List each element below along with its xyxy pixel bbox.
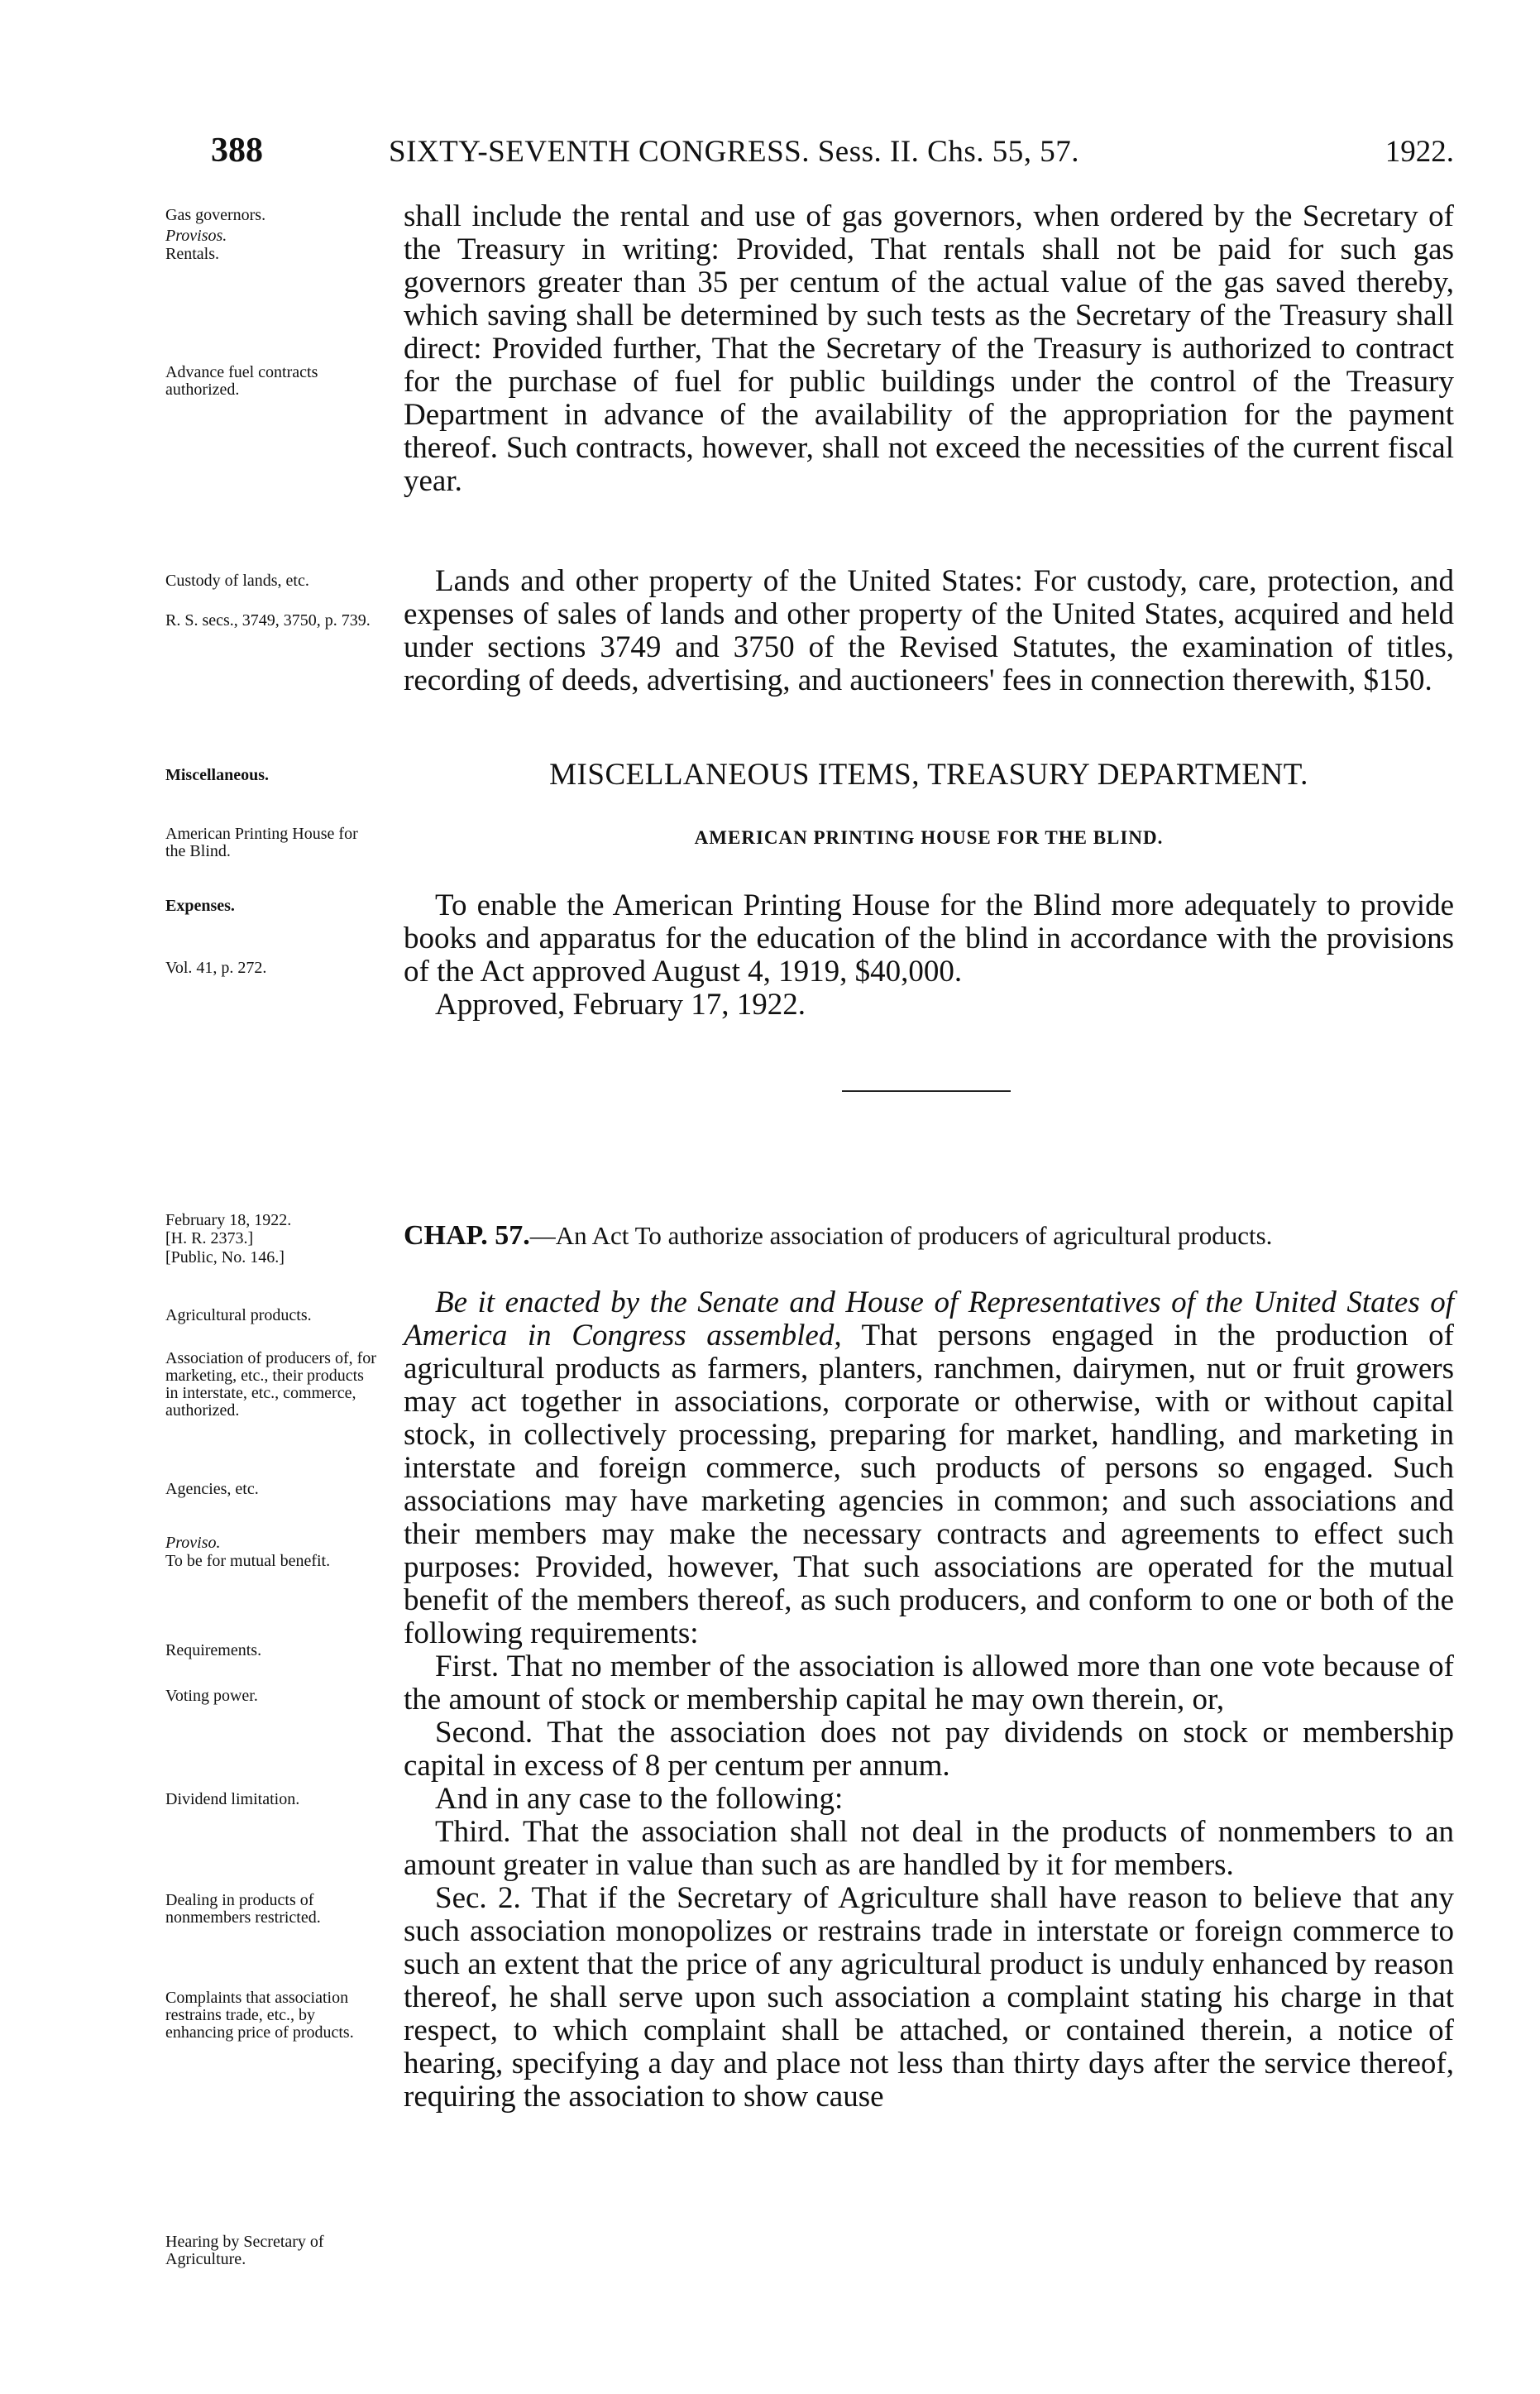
margin-note: Association of producers of, for marketing, etc., their products in interstate, etc., commerce, authorized.	[165, 1349, 376, 1420]
page-number: 388	[211, 132, 263, 170]
margin-note: Proviso.	[165, 1534, 221, 1552]
margin-note: Expenses.	[165, 897, 235, 915]
subsection-heading: AMERICAN PRINTING HOUSE FOR THE BLIND.	[694, 827, 1164, 848]
margin-note: Agencies, etc.	[165, 1480, 259, 1498]
margin-note: [H. R. 2373.]	[165, 1229, 254, 1247]
chapter-heading	[404, 1220, 1454, 1252]
paragraph-gas-governors: shall include the rental and use of gas governors, when ordered by the Secretary of the Treasury in writing: Provided, That rentals shall not be paid for such gas governors greater than 35 per centum of the actual value of the gas saved thereby, which saving shall be determined by such tests as the Secretary of the Treasury shall direct: Provided further, That the Secretary of the Treasury is authorized to contract for the purchase of fuel for public buildings under the control of the Treasury Department in advance of the availability of the appropriation for the payment thereof. Such contracts, however, shall not exceed the necessities of the current fiscal year.	[404, 199, 1454, 498]
margin-note: Gas governors.	[165, 206, 266, 224]
paragraph-section-2: Sec. 2. That if the Secretary of Agriculture shall have reason to believe that any such association monopolizes or restrains trade in interstate or foreign commerce to such an extent that the price of any agricultural product is unduly enhanced by reason thereof, he shall serve upon such association a complaint stating his charge in that respect, to which complaint shall be attached, or contained therein, a notice of hearing, specifying a day and place not less than thirty days after the service thereof, requiring the association to show cause	[404, 1881, 1454, 2114]
margin-note: Dealing in products of nonmembers restricted.	[165, 1891, 321, 1927]
chapter-title: —An Act To authorize association of producers of agricultural products.	[529, 1221, 1273, 1250]
paragraph-printing-house: To enable the American Printing House for the Blind more adequately to provide books and apparatus for the education of the blind in accordance with the provisions of the Act approved August 4, 1919, $40,000.	[404, 888, 1454, 989]
margin-note: Provisos.	[165, 227, 227, 245]
margin-note: Custody of lands, etc.	[165, 572, 309, 590]
requirement-intro: And in any case to the following:	[435, 1782, 844, 1816]
margin-note: February 18, 1922.	[165, 1211, 292, 1229]
margin-note: [Public, No. 146.]	[165, 1248, 285, 1266]
act-body	[404, 1286, 1454, 2114]
margin-note: To be for mutual benefit.	[165, 1552, 331, 1570]
divider	[842, 1090, 1011, 1092]
margin-note: Agricultural products.	[165, 1306, 312, 1324]
margin-note: Miscellaneous.	[165, 766, 269, 784]
margin-note: Vol. 41, p. 272.	[165, 959, 267, 977]
margin-note: Requirements.	[165, 1641, 262, 1659]
margin-note: American Printing House for the Blind.	[165, 825, 358, 860]
section-heading: MISCELLANEOUS ITEMS, TREASURY DEPARTMENT.	[549, 758, 1308, 792]
requirement-third: Third. That the association shall not deal in the products of nonmembers to an amount greater in value than such as are handled by it for members.	[404, 1815, 1454, 1882]
requirement-first: First. That no member of the association is allowed more than one vote because of the amount of stock or membership capital he may own therein, or,	[404, 1649, 1454, 1716]
header-year: 1922.	[1385, 135, 1454, 169]
chapter-label: CHAP. 57.	[404, 1220, 530, 1251]
paragraph	[404, 889, 1454, 1022]
approved-date: Approved, February 17, 1922.	[435, 988, 806, 1022]
requirement-second: Second. That the association does not pay dividends on stock or membership capital in excess of 8 per centum per annum.	[404, 1716, 1454, 1783]
margin-note: Complaints that association restrains trade, etc., by enhancing price of products.	[165, 1989, 354, 2042]
margin-note: R. S. secs., 3749, 3750, p. 739.	[165, 611, 371, 630]
paragraph-lands: Lands and other property of the United States: For custody, care, protection, and expenses of sales of lands and other property of the United States, acquired and held under sections 3749 and 3750 of the Revised Statutes, the examination of titles, recording of deeds, advertising, and auctioneers' fees in connection therewith, $150.	[404, 564, 1454, 697]
paragraph	[404, 565, 1454, 697]
margin-note: Advance fuel contracts authorized.	[165, 363, 318, 399]
header-title: SIXTY-SEVENTH CONGRESS. Sess. II. Chs. 55, 57.	[389, 135, 1079, 169]
margin-note: Hearing by Secretary of Agriculture.	[165, 2233, 324, 2268]
paragraph	[404, 200, 1454, 498]
margin-note: Voting power.	[165, 1687, 258, 1705]
running-header	[0, 131, 1540, 180]
margin-note: Dividend limitation.	[165, 1790, 300, 1808]
margin-note: Rentals.	[165, 245, 219, 263]
enacting-clause: Be it enacted by the Senate and House of Representatives of the United States of America in Congress assembled,	[404, 1286, 1454, 1353]
paragraph-section-1: That persons engaged in the production of agricultural products as farmers, planters, ranchmen, dairymen, nut or fruit growers may act together in associations, corporate or otherwise, with or without capital stock, in collectively processing, preparing for market, handling, and marketing in interstate and foreign commerce, such products of persons so engaged. Such associations may have marketing agencies in common; and such associations and their members may make the necessary contracts and agreements to effect such purposes: Provided, however, That such associations are operated for the mutual benefit of the members thereof, as such producers, and conform to one or both of the following requirements:	[404, 1319, 1454, 1650]
